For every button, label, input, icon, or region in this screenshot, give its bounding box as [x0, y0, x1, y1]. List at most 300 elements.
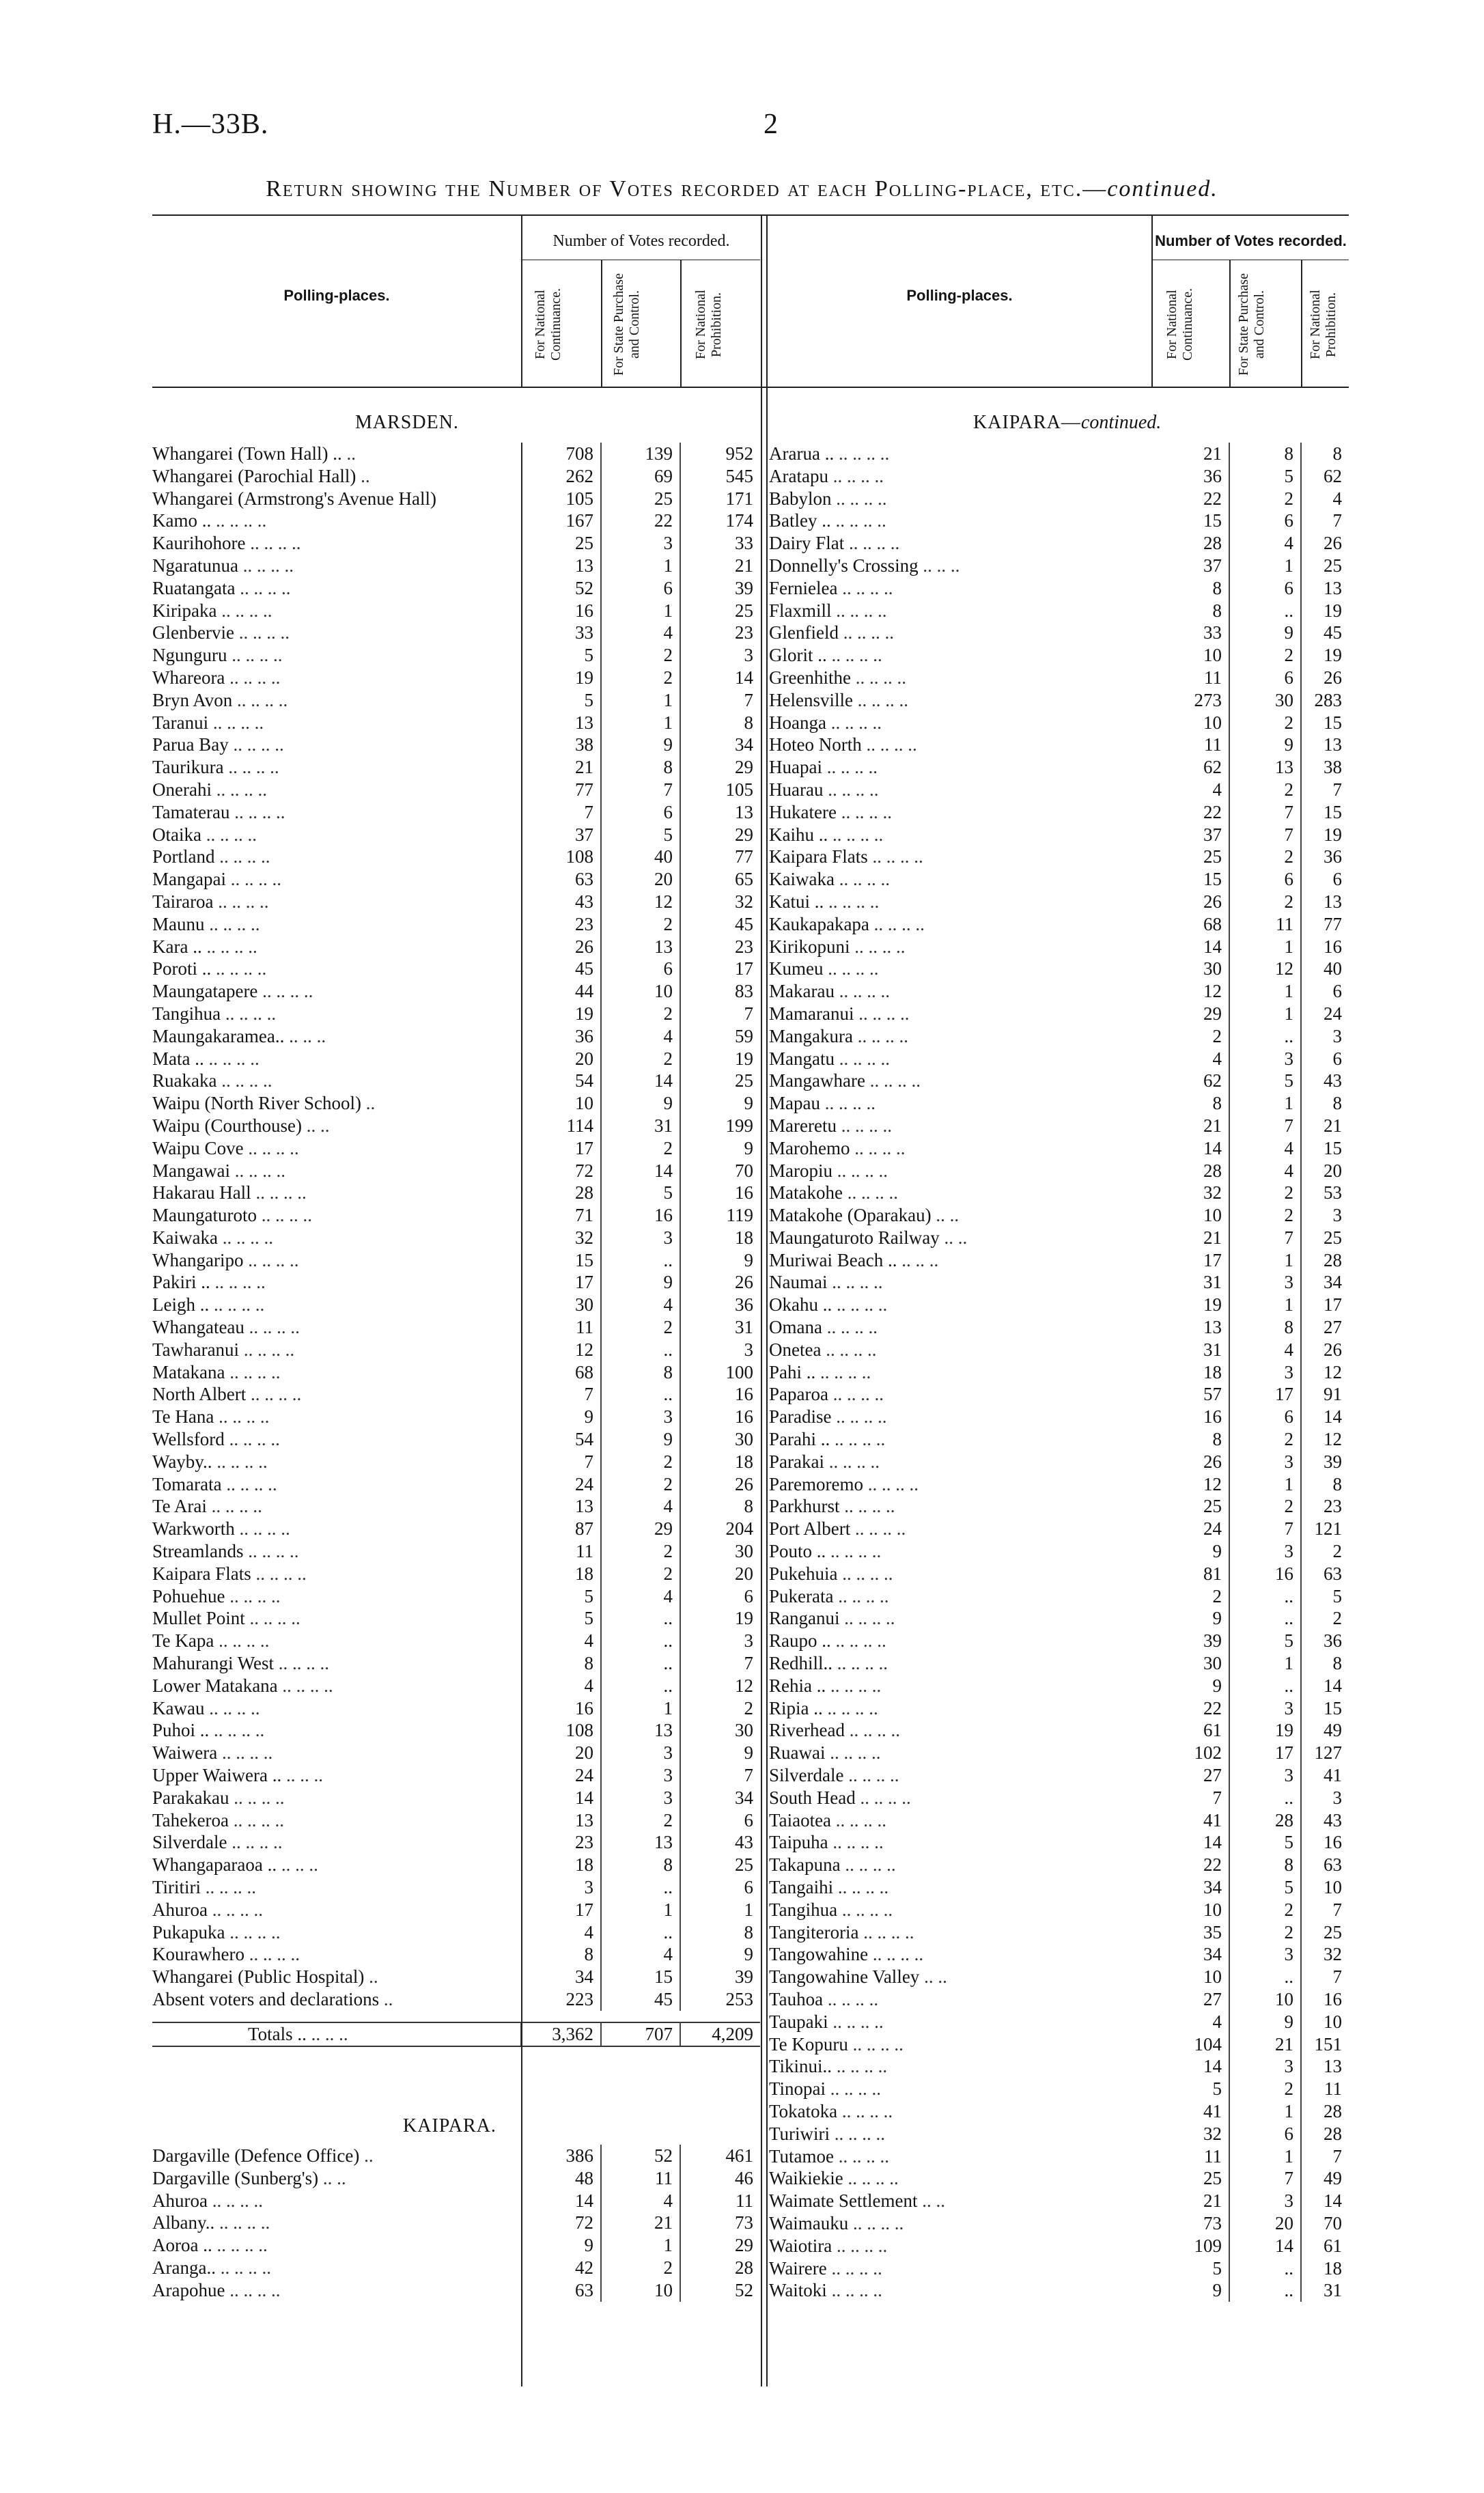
state-purchase-value: 9 — [1229, 734, 1301, 756]
polling-place-cell — [769, 600, 1151, 622]
national-prohibition-value: 28 — [1324, 1249, 1342, 1270]
totals-label — [152, 2022, 521, 2046]
marsden-row — [152, 1585, 760, 1608]
polling-place-name: Hoanga — [769, 712, 826, 733]
polling-place-name: Hukatere — [769, 801, 837, 822]
polling-place-cell — [152, 1451, 521, 1473]
kaipara-continued-row — [769, 958, 1349, 980]
national-prohibition-value: 52 — [735, 2279, 753, 2300]
leader-dots: .. .. .. .. — [216, 779, 267, 800]
national-continuance-value: 5 — [521, 1607, 601, 1630]
state-purchase-value: 14 — [601, 1070, 680, 1092]
marsden-row — [152, 1137, 760, 1160]
polling-place-name: Mullet Point — [152, 1608, 245, 1629]
national-continuance-value: 33 — [521, 622, 601, 644]
national-continuance-value: 15 — [1151, 868, 1229, 891]
national-prohibition-value: 16 — [1324, 1988, 1342, 2009]
polling-place-cell — [152, 1742, 521, 1764]
kaipara-continued-row — [769, 532, 1349, 555]
marsden-row — [152, 1876, 760, 1899]
polling-place-name: Whangarei (Parochial Hall) — [152, 465, 356, 486]
leader-dots: .. .. .. .. — [830, 1742, 881, 1764]
polling-place-name: Tauhoa — [769, 1988, 824, 2009]
kaipara-continued-row — [769, 1899, 1349, 1921]
national-prohibition-value: 15 — [1324, 1137, 1342, 1158]
polling-place-cell — [769, 2190, 1151, 2212]
polling-place-name: Rehia .. — [769, 1675, 826, 1696]
national-continuance-value: 5 — [521, 1585, 601, 1608]
national-prohibition-value: 34 — [1324, 1272, 1342, 1293]
totals-label-text: Totals .. — [248, 2024, 307, 2044]
polling-place-cell — [769, 1943, 1151, 1966]
state-purchase-value: .. — [601, 1630, 680, 1652]
marsden-row — [152, 712, 760, 734]
polling-place-cell — [152, 2234, 521, 2257]
national-prohibition-value: 26 — [735, 1473, 753, 1494]
national-prohibition-value: 34 — [735, 1787, 753, 1808]
polling-place-name: Tahekeroa — [152, 1809, 229, 1830]
national-continuance-value: 25 — [521, 532, 601, 555]
polling-place-cell — [769, 1182, 1151, 1204]
national-prohibition-value: 28 — [735, 2257, 753, 2278]
national-continuance-value: 5 — [1151, 2078, 1229, 2100]
leader-dots: .. .. .. .. — [229, 1361, 281, 1382]
kaipara-continued-row — [769, 913, 1349, 936]
national-prohibition-value: 25 — [1324, 1921, 1342, 1942]
national-prohibition-value: 19 — [1324, 600, 1342, 621]
totals-national-continuance: 3,362 — [521, 2022, 601, 2046]
right-national-prohibition-header: For National Prohibition. — [1308, 290, 1339, 359]
state-purchase-value: .. — [601, 1876, 680, 1899]
national-continuance-value: 23 — [521, 913, 601, 936]
title-continued: continued. — [1107, 176, 1218, 201]
kaipara-continued-row — [769, 2167, 1349, 2190]
polling-place-cell — [769, 756, 1151, 779]
polling-place-cell — [152, 846, 521, 868]
polling-place-cell — [152, 1809, 521, 1832]
polling-place-cell — [152, 1406, 521, 1428]
polling-place-cell — [152, 1630, 521, 1652]
polling-place-name: Turiwiri — [769, 2123, 830, 2144]
leader-dots: .. .. .. .. — [830, 2078, 882, 2100]
leader-dots: .. — [383, 1988, 393, 2009]
national-continuance-value: 52 — [521, 577, 601, 600]
leader-dots: .. .. .. .. — [219, 846, 270, 867]
leader-dots: .. .. .. .. — [841, 2100, 893, 2121]
state-purchase-value: 31 — [601, 1115, 680, 1137]
national-continuance-value: 16 — [521, 1697, 601, 1720]
national-continuance-value: 9 — [1151, 1540, 1229, 1563]
kaipara-continued-row — [769, 1473, 1349, 1496]
national-prohibition-value: 70 — [1324, 2212, 1342, 2233]
national-continuance-value: 25 — [1151, 846, 1229, 868]
kaipara-continued-row — [769, 622, 1349, 644]
leader-dots: .. .. .. .. — [854, 936, 906, 957]
national-prohibition-value: 63 — [1324, 1563, 1342, 1584]
marsden-row — [152, 1294, 760, 1316]
kaipara-continued-row — [769, 1585, 1349, 1608]
kaipara-continued-row — [769, 2078, 1349, 2100]
state-purchase-value: .. — [1229, 2279, 1301, 2302]
national-prohibition-value: 8 — [1332, 1473, 1342, 1494]
national-prohibition-value: 6 — [1332, 1048, 1342, 1069]
polling-place-name: Taipuha — [769, 1832, 828, 1853]
kaipara-continued-row — [769, 644, 1349, 667]
marsden-row — [152, 1787, 760, 1809]
polling-place-cell — [769, 1428, 1151, 1451]
polling-place-name: Waimate Settlement — [769, 2190, 918, 2212]
polling-place-cell — [152, 488, 521, 510]
national-continuance-value: 11 — [1151, 734, 1229, 756]
polling-place-name: Marohemo — [769, 1137, 850, 1158]
kaipara-continued-row — [769, 1271, 1349, 1294]
polling-place-name: Kara .. — [152, 936, 202, 957]
state-purchase-value: 2 — [1229, 644, 1301, 667]
leader-dots: .. .. .. .. — [847, 1182, 898, 1203]
national-prohibition-value: 13 — [1324, 734, 1342, 755]
leader-dots: .. .. .. .. — [858, 1003, 910, 1024]
state-purchase-value: 6 — [1229, 2123, 1301, 2145]
polling-place-name: Glorit .. — [769, 645, 827, 666]
polling-place-name: Maropiu — [769, 1160, 832, 1181]
polling-place-cell — [769, 2123, 1151, 2145]
national-prohibition-value: 127 — [1314, 1742, 1342, 1764]
national-prohibition-value: 9 — [744, 1944, 753, 1965]
national-prohibition-value: 59 — [735, 1025, 753, 1046]
leader-dots: .. .. .. .. — [832, 1384, 884, 1405]
national-continuance-value: 63 — [521, 2279, 601, 2302]
national-continuance-value: 14 — [521, 2190, 601, 2212]
national-prohibition-value: 6 — [1332, 981, 1342, 1002]
polling-place-cell — [769, 1921, 1151, 1944]
national-continuance-value: 9 — [1151, 1607, 1229, 1630]
national-continuance-value: 9 — [521, 2234, 601, 2257]
marsden-row — [152, 1025, 760, 1048]
leader-dots: .. .. .. .. — [842, 1563, 893, 1584]
marsden-row — [152, 846, 760, 868]
state-purchase-value: 2 — [601, 1540, 680, 1563]
kaipara-continued-row — [769, 779, 1349, 801]
polling-place-name: Pakiri .. — [152, 1272, 210, 1293]
marsden-row — [152, 1115, 760, 1137]
polling-place-cell — [152, 1048, 521, 1070]
national-prohibition-value: 2 — [1332, 1541, 1342, 1562]
national-continuance-value: 24 — [1151, 1518, 1229, 1540]
leader-dots: .. .. .. .. — [229, 1585, 281, 1606]
national-continuance-value: 8 — [521, 1652, 601, 1675]
polling-place-cell — [769, 644, 1151, 667]
polling-place-name: Hoteo North — [769, 734, 862, 755]
kaipara-continued-row — [769, 2212, 1349, 2235]
marsden-row — [152, 1854, 760, 1876]
polling-place-name: Aranga.. — [152, 2257, 216, 2278]
polling-place-cell — [769, 1742, 1151, 1764]
national-continuance-value: 14 — [1151, 1831, 1229, 1854]
leader-dots: .. .. — [922, 2190, 946, 2212]
kaipara-row — [152, 2257, 760, 2279]
national-prohibition-value: 16 — [735, 1384, 753, 1405]
polling-place-cell — [152, 936, 521, 958]
polling-place-name: Matakohe (Oparakau) — [769, 1205, 932, 1226]
left-polling-places-header: Polling-places. — [283, 287, 390, 304]
national-continuance-value: 39 — [1151, 1630, 1229, 1652]
state-purchase-value: 7 — [1229, 1227, 1301, 1249]
state-purchase-value: 3 — [1229, 1943, 1301, 1966]
polling-place-name: Albany.. — [152, 2212, 215, 2233]
polling-place-name: Makarau — [769, 981, 835, 1002]
polling-place-cell — [769, 913, 1151, 936]
polling-place-cell — [152, 1607, 521, 1630]
state-purchase-value: 1 — [1229, 1473, 1301, 1496]
kaipara-continued-row — [769, 2145, 1349, 2168]
national-continuance-value: 109 — [1151, 2235, 1229, 2257]
national-prohibition-value: 83 — [735, 981, 753, 1002]
national-continuance-value: 18 — [1151, 1361, 1229, 1384]
leader-dots: .. .. .. .. — [869, 1070, 921, 1091]
national-prohibition-value: 31 — [1324, 2280, 1342, 2301]
leader-dots: .. .. .. .. — [855, 667, 906, 688]
polling-place-name: Wairere — [769, 2257, 827, 2279]
leader-dots: .. .. .. .. — [830, 1675, 882, 1696]
leader-dots: .. .. .. .. — [827, 1988, 879, 2009]
marsden-row — [152, 1428, 760, 1451]
kaipara-continued-row — [769, 756, 1349, 779]
polling-place-cell — [769, 1899, 1151, 1921]
polling-place-cell — [152, 824, 521, 846]
leader-dots: .. .. .. .. — [238, 622, 290, 643]
national-continuance-value: 43 — [521, 891, 601, 913]
leader-dots: .. .. .. .. — [218, 891, 269, 912]
polling-place-cell — [769, 1988, 1151, 2011]
national-prohibition-value: 43 — [1324, 1070, 1342, 1091]
leader-dots: .. .. .. .. — [213, 1294, 265, 1315]
state-purchase-value: 4 — [601, 1495, 680, 1518]
state-purchase-value: 1 — [1229, 2100, 1301, 2123]
kaipara-continued-row — [769, 1742, 1349, 1764]
kaipara-continued-row — [769, 443, 1349, 465]
national-continuance-value: 2 — [1151, 1025, 1229, 1048]
polling-place-name: Kaihu .. — [769, 824, 828, 845]
leader-dots: .. .. .. .. — [841, 801, 892, 822]
polling-place-name: Paremoremo — [769, 1473, 863, 1494]
national-continuance-value: 21 — [521, 756, 601, 779]
national-prohibition-value: 19 — [1324, 824, 1342, 845]
state-purchase-value: 3 — [601, 1742, 680, 1764]
national-continuance-value: 32 — [1151, 1182, 1229, 1204]
national-prohibition-value: 16 — [735, 1182, 753, 1203]
state-purchase-value: 5 — [1229, 1630, 1301, 1652]
polling-place-name: Kiripaka — [152, 600, 217, 621]
polling-place-name: Onetea — [769, 1339, 822, 1360]
polling-place-cell — [152, 1092, 521, 1115]
national-prohibition-value: 62 — [1324, 465, 1342, 486]
state-purchase-value: .. — [1229, 2257, 1301, 2280]
polling-place-name: Wellsford — [152, 1429, 225, 1450]
kaipara-continued-row — [769, 1182, 1349, 1204]
polling-place-name: Tikinui.. — [769, 2056, 832, 2077]
polling-place-name: Pouto .. — [769, 1541, 826, 1562]
national-continuance-value: 4 — [1151, 1048, 1229, 1070]
national-prohibition-value: 11 — [1324, 2078, 1342, 2100]
state-purchase-value: 5 — [1229, 1876, 1301, 1899]
polling-place-cell — [769, 1809, 1151, 1832]
leader-dots: .. .. .. .. — [838, 2145, 890, 2167]
national-continuance-value: 10 — [1151, 1899, 1229, 1921]
state-purchase-value: 3 — [601, 532, 680, 555]
left-votes-recorded-header: Number of Votes recorded. — [552, 232, 730, 250]
polling-place-name: Ahuroa — [152, 1899, 208, 1920]
national-prohibition-value: 16 — [1324, 1832, 1342, 1853]
polling-place-cell — [769, 622, 1151, 644]
national-continuance-value: 61 — [1151, 1719, 1229, 1742]
polling-place-name: Streamlands — [152, 1541, 244, 1562]
marsden-section-title: MARSDEN. — [355, 412, 459, 433]
leader-dots: .. .. .. .. — [834, 2123, 886, 2144]
national-continuance-value: 72 — [521, 2212, 601, 2234]
polling-place-name: Maungaturoto — [152, 1205, 257, 1226]
leader-dots: .. .. .. .. — [832, 465, 884, 486]
kaipara-continued-row — [769, 510, 1349, 532]
polling-place-name: Tangowahine — [769, 1944, 869, 1965]
state-purchase-value: 6 — [1229, 868, 1301, 891]
national-continuance-value: 17 — [1151, 1249, 1229, 1272]
national-prohibition-value: 4 — [1332, 488, 1342, 509]
leader-dots: .. .. .. .. — [229, 2279, 281, 2300]
state-purchase-value: 21 — [1229, 2033, 1301, 2056]
leader-dots: .. .. .. .. — [216, 1451, 268, 1472]
state-purchase-value: 2 — [1229, 1204, 1301, 1227]
right-header-divider-3 — [1301, 260, 1302, 388]
polling-place-cell — [769, 443, 1151, 465]
polling-place-cell — [769, 1697, 1151, 1720]
state-purchase-value: 17 — [1229, 1383, 1301, 1406]
polling-place-name: Kaukapakapa — [769, 913, 869, 934]
national-continuance-value: 24 — [521, 1764, 601, 1787]
national-continuance-value: 19 — [521, 1003, 601, 1025]
national-prohibition-value: 23 — [735, 622, 753, 643]
state-purchase-value: 7 — [1229, 1518, 1301, 1540]
national-prohibition-value: 6 — [744, 1585, 753, 1606]
kaipara-continued-row — [769, 465, 1349, 488]
state-purchase-value: 8 — [601, 1854, 680, 1876]
leader-dots: .. .. .. .. — [837, 1160, 888, 1181]
state-purchase-value: .. — [601, 1921, 680, 1944]
leader-dots: .. .. .. .. — [232, 1832, 283, 1853]
state-purchase-value: 1 — [601, 600, 680, 622]
state-purchase-value: .. — [601, 1675, 680, 1697]
kaipara-continued-row — [769, 712, 1349, 734]
national-continuance-value: 7 — [1151, 1787, 1229, 1809]
state-purchase-value: 12 — [1229, 958, 1301, 980]
national-continuance-value: 54 — [521, 1070, 601, 1092]
kaipara-row — [152, 2190, 760, 2212]
kaipara-continued-row — [769, 2235, 1349, 2257]
polling-place-name: Tiritiri — [152, 1877, 201, 1897]
marsden-row — [152, 465, 760, 488]
center-divider-a — [761, 214, 762, 2386]
national-continuance-value: 21 — [1151, 2190, 1229, 2212]
polling-place-name: Huarau — [769, 779, 824, 800]
national-prohibition-value: 8 — [1332, 1653, 1342, 1674]
leader-dots: .. .. .. — [281, 1854, 318, 1876]
kaipara-continued-row — [769, 2257, 1349, 2280]
national-continuance-value: 26 — [521, 936, 601, 958]
polling-place-name: Okahu .. — [769, 1294, 832, 1315]
leader-dots: .. — [361, 465, 370, 486]
polling-place-name: Pukerata — [769, 1585, 834, 1606]
national-continuance-value: 34 — [1151, 1943, 1229, 1966]
state-purchase-value: 4 — [601, 2190, 680, 2212]
polling-place-cell — [152, 891, 521, 913]
polling-place-cell — [152, 510, 521, 532]
national-continuance-value: 11 — [1151, 2145, 1229, 2168]
national-prohibition-value: 18 — [735, 1451, 753, 1472]
polling-place-cell — [769, 1764, 1151, 1787]
national-continuance-value: 28 — [1151, 532, 1229, 555]
polling-place-cell — [152, 958, 521, 980]
national-continuance-value: 32 — [1151, 2123, 1229, 2145]
polling-place-name: Huapai — [769, 757, 822, 778]
polling-place-cell — [152, 2167, 521, 2190]
national-prohibition-value: 25 — [735, 600, 753, 621]
leader-dots: .. .. .. .. — [873, 913, 925, 934]
national-continuance-value: 21 — [1151, 1115, 1229, 1137]
marsden-row — [152, 1092, 760, 1115]
national-prohibition-value: 13 — [1324, 2056, 1342, 2077]
leader-dots: .. .. .. .. — [219, 1630, 270, 1652]
kaipara-section-title: KAIPARA. — [403, 2115, 496, 2136]
polling-place-name: Ararua .. — [769, 443, 835, 464]
kaipara-continued-row — [769, 2190, 1349, 2212]
state-purchase-value: 2 — [1229, 1921, 1301, 1944]
kaipara-continued-row — [769, 689, 1349, 712]
national-continuance-value: 42 — [521, 2257, 601, 2279]
state-purchase-value: 2 — [1229, 846, 1301, 868]
polling-place-name: Mahurangi West — [152, 1653, 275, 1674]
national-continuance-value: 13 — [1151, 1316, 1229, 1339]
national-continuance-value: 15 — [521, 1249, 601, 1272]
state-purchase-value: 1 — [601, 2234, 680, 2257]
polling-place-cell — [152, 1160, 521, 1182]
national-prohibition-value: 12 — [1324, 1361, 1342, 1382]
kaipara-continued-row — [769, 1249, 1349, 1272]
kaipara-continued-section-title — [973, 412, 1161, 434]
polling-place-name: Dargaville (Sunberg's) — [152, 2167, 319, 2188]
kaipara-continued-row — [769, 1160, 1349, 1182]
polling-place-cell — [152, 2212, 521, 2234]
polling-place-name: Waiwera — [152, 1742, 218, 1764]
state-purchase-value: 52 — [601, 2145, 680, 2167]
state-purchase-value: 4 — [601, 1943, 680, 1966]
national-continuance-value: 4 — [1151, 779, 1229, 801]
kaipara-continued-row — [769, 1831, 1349, 1854]
polling-place-cell — [152, 1339, 521, 1361]
national-prohibition-value: 29 — [735, 824, 753, 845]
polling-place-cell — [152, 1316, 521, 1339]
kaipara-table — [152, 2145, 760, 2302]
national-continuance-value: 41 — [1151, 2100, 1229, 2123]
kaipara-continued-rows — [769, 443, 1349, 2302]
polling-place-cell — [152, 734, 521, 756]
kaipara-continued-row — [769, 1495, 1349, 1518]
national-prohibition-value: 19 — [735, 1608, 753, 1629]
leader-dots: .. .. .. .. — [214, 1720, 265, 1741]
national-prohibition-value: 105 — [725, 779, 753, 800]
polling-place-name: Portland — [152, 846, 215, 867]
national-prohibition-value: 19 — [735, 1048, 753, 1069]
polling-place-name: Mangapai — [152, 869, 226, 890]
national-continuance-value: 36 — [521, 1025, 601, 1048]
